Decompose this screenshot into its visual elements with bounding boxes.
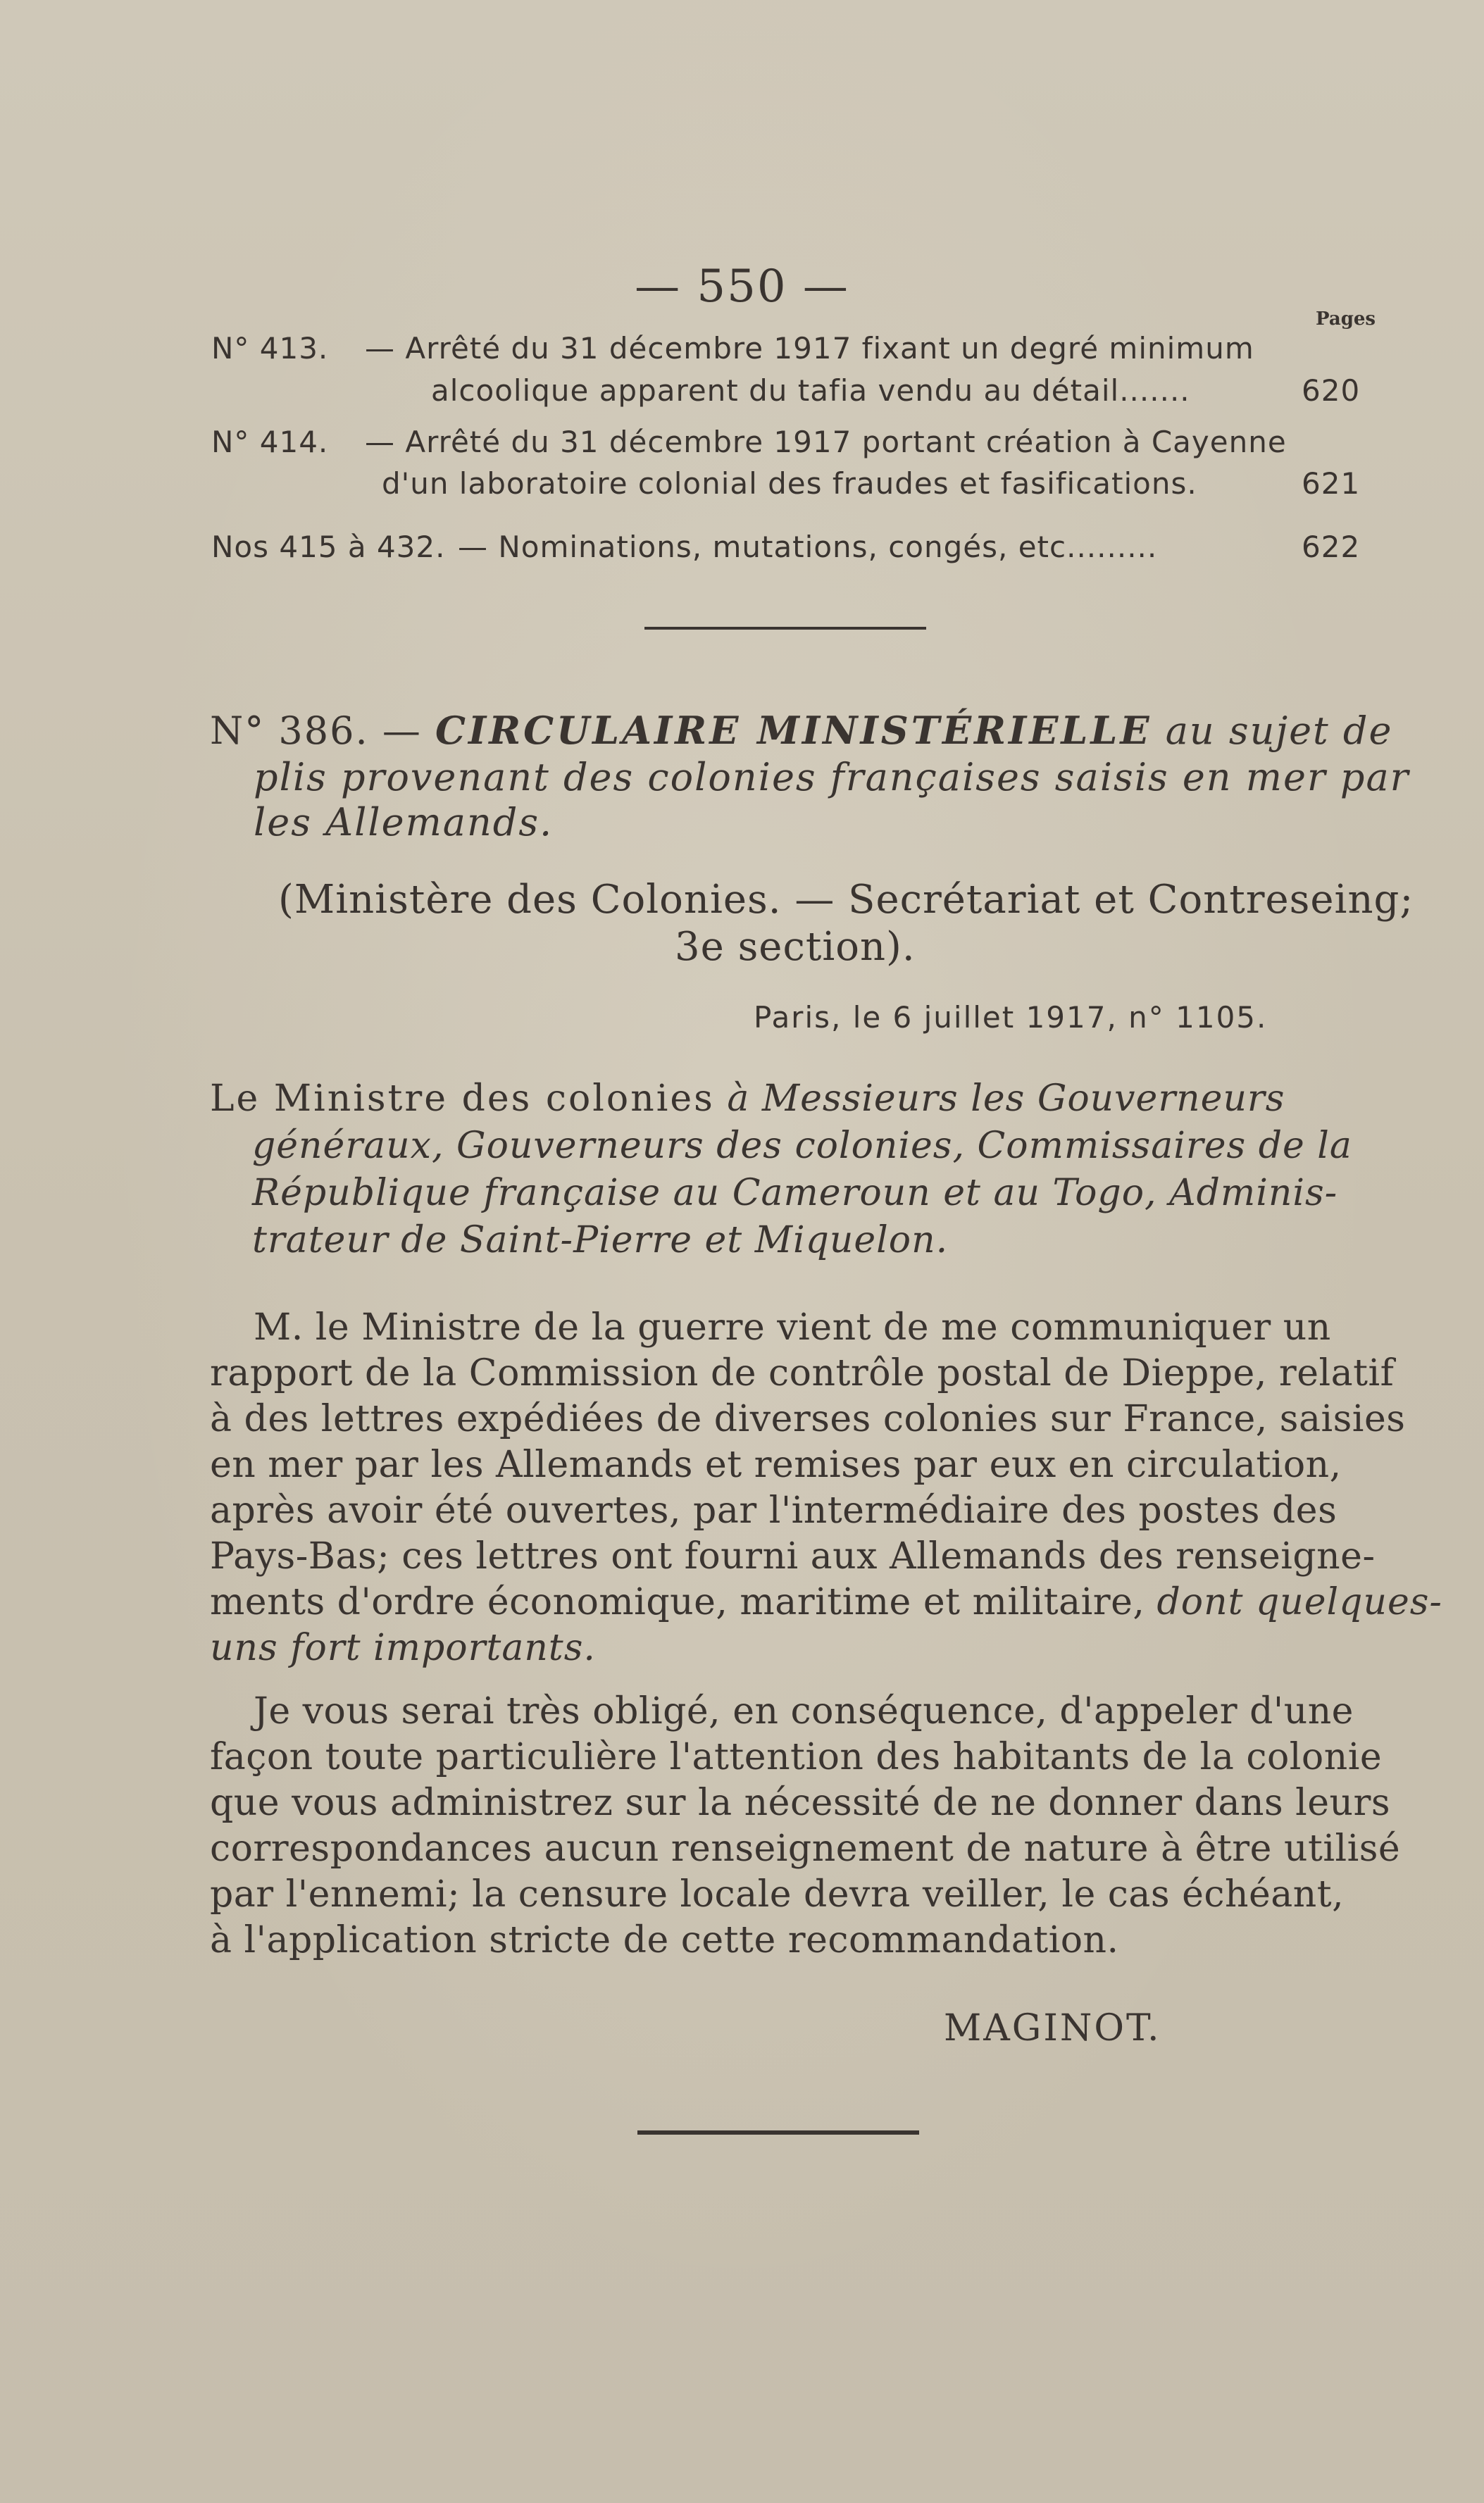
address-line <box>210 1078 1285 1120</box>
toc-entry-text-continued: alcoolique apparent du tafia vendu au détail....... <box>431 373 1190 408</box>
circular-title-rest: au sujet de <box>1165 709 1393 753</box>
toc-entry-number: N° 413. <box>211 331 329 366</box>
toc-entry-text-continued: d'un laboratoire colonial des fraudes et fasifications. <box>382 466 1197 501</box>
toc-entry-text: — Nominations, mutations, congés, etc......... <box>458 530 1158 564</box>
section-divider <box>644 627 926 630</box>
closing-divider <box>637 2130 919 2135</box>
paragraph-line: rapport de la Commission de contrôle postal de Dieppe, relatif <box>210 1352 1395 1394</box>
paragraph-line: que vous administrez sur la nécessité de ne donner dans leurs <box>210 1782 1391 1824</box>
paragraph-emphasis: dont quelques- <box>1156 1581 1442 1623</box>
paragraph-line <box>210 1581 1442 1623</box>
pages-column-label: Pages <box>1316 308 1376 330</box>
toc-entry-number: Nos 415 à 432. <box>211 530 446 564</box>
circular-heading <box>210 708 1392 753</box>
circular-title: CIRCULAIRE MINISTÉRIELLE <box>435 708 1152 753</box>
ministry-section: 3e section). <box>675 924 916 970</box>
ministry-source: (Ministère des Colonies. — Secrétariat et Contreseing; <box>278 877 1414 923</box>
paragraph-line: Pays-Bas; ces lettres ont fourni aux Allemands des renseigne- <box>210 1535 1376 1578</box>
address-line: généraux, Gouverneurs des colonies, Commissaires de la <box>252 1125 1352 1167</box>
paragraph-line: Je vous serai très obligé, en conséquence, d'appeler d'une <box>254 1690 1354 1733</box>
paragraph-line <box>210 1627 596 1669</box>
paragraph-emphasis: uns fort importants. <box>210 1627 596 1669</box>
signature: MAGINOT. <box>944 2007 1161 2049</box>
toc-entry-number: N° 414. <box>211 425 329 459</box>
toc-entry-text: — Arrêté du 31 décembre 1917 fixant un degré minimum <box>365 331 1254 366</box>
address-line: trateur de Saint-Pierre et Miquelon. <box>252 1219 949 1261</box>
toc-entry-page: 622 <box>1302 530 1361 564</box>
circular-heading-line: les Allemands. <box>254 800 554 844</box>
paragraph-line: façon toute particulière l'attention des habitants de la colonie <box>210 1736 1383 1778</box>
address-recipient: à Messieurs les Gouverneurs <box>727 1078 1285 1120</box>
paragraph-line: à l'application stricte de cette recommandation. <box>210 1919 1119 1961</box>
page-number: — 550 — <box>635 261 849 313</box>
paragraph-line: par l'ennemi; la censure locale devra veiller, le cas échéant, <box>210 1873 1345 1916</box>
toc-entry-page: 621 <box>1302 466 1361 501</box>
paragraph-line: après avoir été ouvertes, par l'intermédiaire des postes des <box>210 1490 1338 1532</box>
paragraph-line: M. le Ministre de la guerre vient de me communiquer un <box>254 1306 1331 1349</box>
address-line: République française au Cameroun et au Togo, Adminis- <box>252 1172 1338 1214</box>
circular-heading-line: plis provenant des colonies françaises saisis en mer par <box>254 755 1410 799</box>
paragraph-line: à des lettres expédiées de diverses colonies sur France, saisies <box>210 1398 1406 1440</box>
address-sender: Le Ministre des colonies <box>210 1078 715 1120</box>
paragraph-text: ments d'ordre économique, maritime et militaire, <box>210 1581 1145 1623</box>
paragraph-line: correspondances aucun renseignement de nature à être utilisé <box>210 1828 1401 1870</box>
paragraph-line: en mer par les Allemands et remises par eux en circulation, <box>210 1444 1342 1486</box>
toc-entry-text: — Arrêté du 31 décembre 1917 portant création à Cayenne <box>365 425 1287 459</box>
dateline: Paris, le 6 juillet 1917, n° 1105. <box>754 1000 1268 1035</box>
toc-entry-page: 620 <box>1302 373 1361 408</box>
circular-number: N° 386. — <box>210 709 422 753</box>
